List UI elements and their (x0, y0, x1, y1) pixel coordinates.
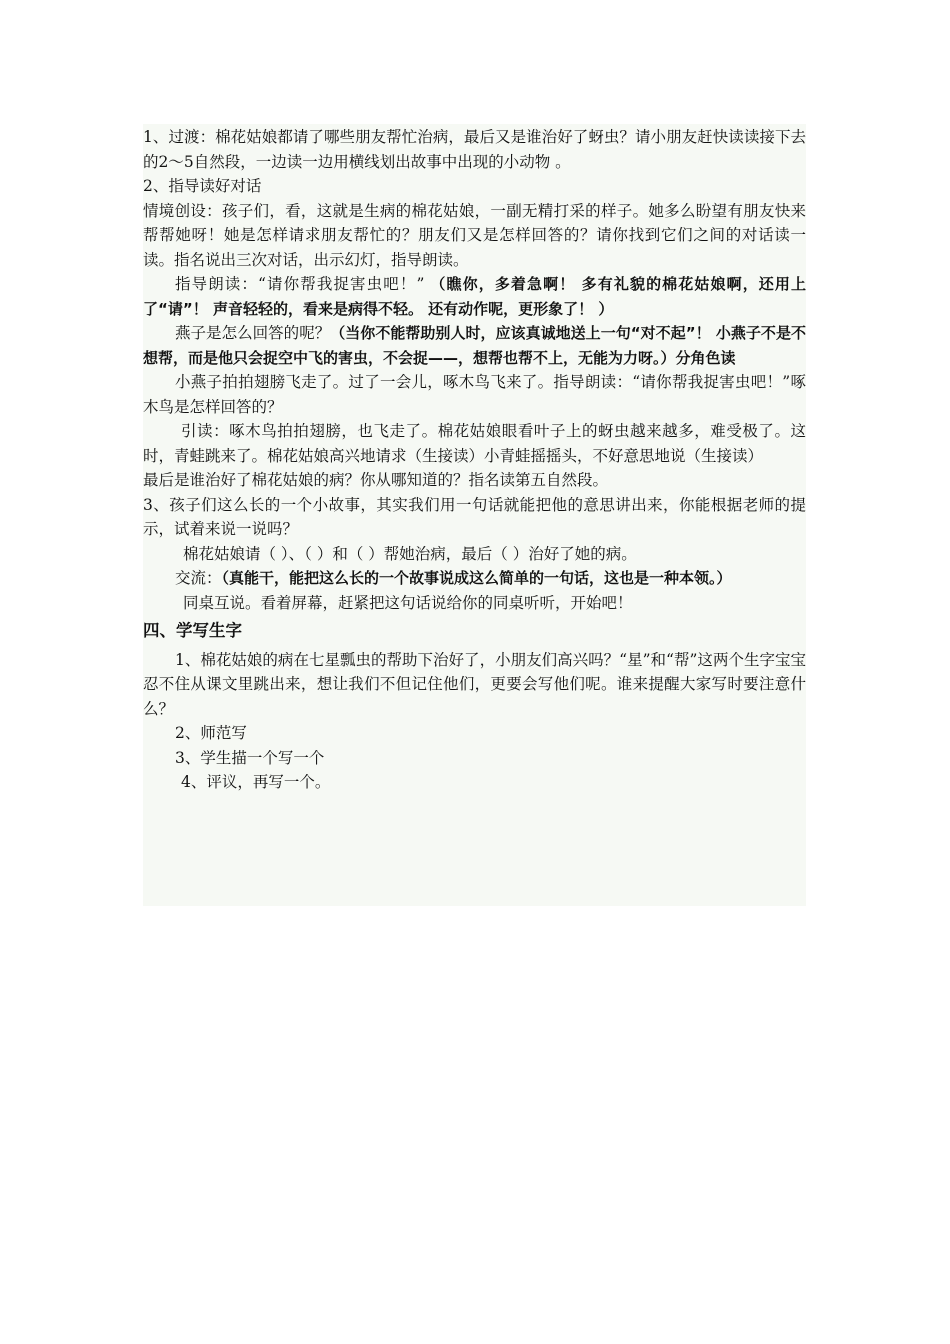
paragraph-teacher-demo: 2、师范写 (175, 724, 247, 742)
paragraph-transition: 1、过渡：棉花姑娘都请了哪些朋友帮忙治病，最后又是谁治好了蚜虫？请小朋友赶快读读接下去的2～5自然段，一边读一边用横线划出故事中出现的小动物 。 (143, 128, 806, 171)
paragraph-summary-prompt: 3、孩子们这么长的一个小故事，其实我们用一句话就能把他的意思讲出来，你能根据老师的提示，试着来说一说吗？ (143, 495, 806, 538)
paragraph-review: 4、评议，再写一个。 (181, 773, 331, 791)
paragraph-fill-blank: 棉花姑娘请（ ）、（ ）和（ ）帮她治病，最后（ ）治好了她的病。 (183, 544, 637, 563)
paragraph-lead-reading: 引读：啄木鸟拍拍翅膀，也飞走了。棉花姑娘眼看叶子上的蚜虫越来越多，难受极了。这时，青蛙跳来了。棉花姑娘高兴地请求（生接读）小青蛙摇摇头，不好意思地说（生接读） (143, 422, 806, 465)
paragraph-woodpecker: 小燕子拍拍翅膀飞走了。过了一会儿，啄木鸟飞来了。指导朗读：“请你帮我捉害虫吧！”啄木鸟是怎样回答的？ (143, 373, 806, 416)
paragraph-who-cured: 最后是谁治好了棉花姑娘的病？你从哪知道的？指名读第五自然段。 (143, 471, 609, 489)
paragraph-swallow (143, 321, 806, 370)
paragraph-dialogue-heading: 2、指导读好对话 (143, 177, 262, 195)
paragraph-pair-talk: 同桌互说。看着屏幕，赶紧把这句话说给你的同桌听听，开始吧！ (183, 593, 633, 612)
swallow-note: （当你不能帮助别人时，应该真诚地送上一句“对不起”！ 小燕子不是不想帮，而是他只会捉空中飞的害虫，不会捉——，想帮也帮不上，无能为力呀。）分角色读 (143, 324, 806, 367)
paragraph-exchange (143, 566, 806, 591)
paragraph-scenario: 情境创设：孩子们，看，这就是生病的棉花姑娘，一副无精打采的样子。她多么盼望有朋友快来帮帮她呀！她是怎样请求朋友帮忙的？朋友们又是怎样回答的？请你找到它们之间的对话读一读。指名说出三次对话，出示幻灯，指导朗读。 (143, 201, 806, 269)
paragraph-student-trace: 3、学生描一个写一个 (175, 748, 325, 767)
guided-reading-note: （瞧你，多着急啊！ 多有礼貌的棉花姑娘啊，还用上了“请”！ 声音轻轻的，看来是病得不轻。 还有动作呢，更形象了！ ） (143, 275, 806, 318)
section-heading-writing: 四、学写生字 (143, 621, 242, 640)
document-body (143, 124, 806, 906)
exchange-text: 交流： (175, 569, 222, 587)
guided-reading-text: 指导朗读：“请你帮我捉害虫吧！” (175, 275, 431, 293)
paragraph-guided-reading (143, 272, 806, 321)
swallow-text: 燕子是怎么回答的呢？ (175, 324, 331, 342)
exchange-note: （真能干，能把这么长的一个故事说成这么简单的一句话，这也是一种本领。） (221, 569, 732, 587)
paragraph-characters: 1、棉花姑娘的病在七星瓢虫的帮助下治好了，小朋友们高兴吗？“星”和“帮”这两个生字宝宝忍不住从课文里跳出来，想让我们不但记住他们，更要会写他们呢。谁来提醒大家写时要注意什么？ (143, 650, 806, 718)
